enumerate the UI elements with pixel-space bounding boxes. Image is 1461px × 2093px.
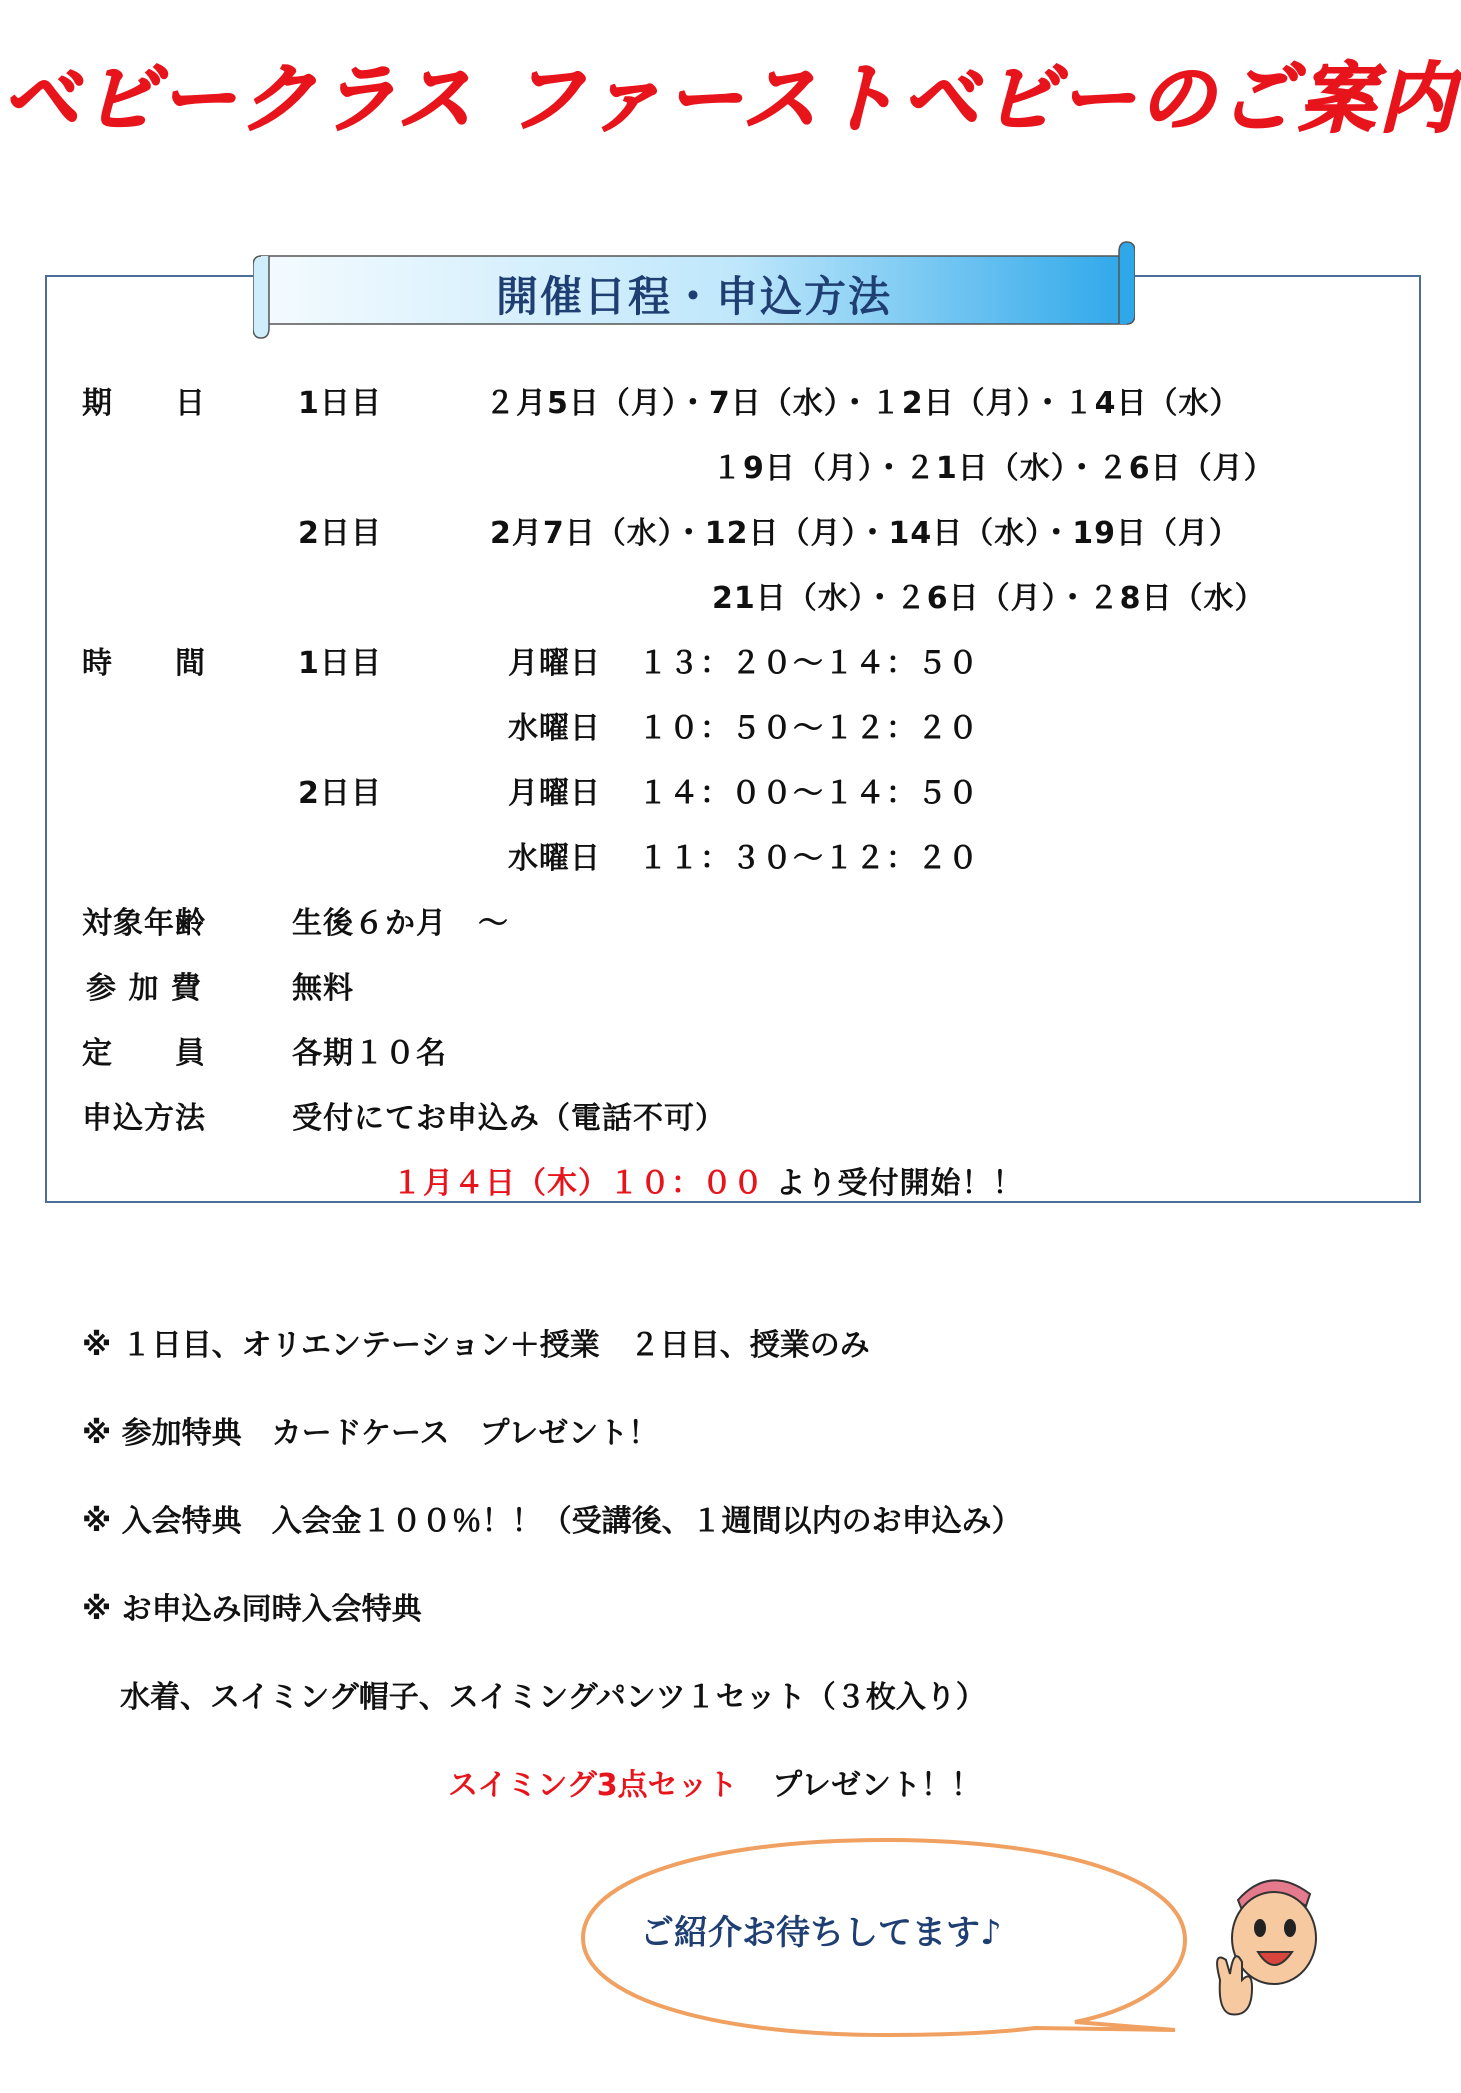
day1-dates-2: １9日（月）・２1日（水）・２6日（月） — [712, 451, 1275, 486]
apply-start-date: １月４日（木）１０：００ — [392, 1166, 764, 1201]
time-d1-wed-label: 水曜日 — [508, 711, 601, 746]
note-4: ※ お申込み同時入会特典 — [82, 1592, 422, 1627]
fee-value: 無料 — [292, 971, 354, 1006]
capacity-value: 各期１０名 — [292, 1036, 447, 1071]
note-2: ※ 参加特典 カードケース プレゼント！ — [82, 1416, 659, 1451]
time-label: 時 間 — [82, 646, 206, 681]
note-3: ※ 入会特典 入会金１００％！！（受講後、１週間以内のお申込み） — [82, 1504, 1022, 1539]
mascot-character-icon — [1200, 1860, 1340, 2040]
time-day1-label: 1日目 — [298, 646, 382, 681]
note-1: ※ １日目、オリエンテーション＋授業 ２日目、授業のみ — [82, 1328, 870, 1363]
section-heading: 開催日程・申込方法 — [495, 272, 892, 321]
capacity-label: 定 員 — [82, 1036, 206, 1071]
time-day2-label: 2日目 — [298, 776, 382, 811]
bubble-text: ご紹介お待ちしてます♪ — [640, 1913, 1002, 1953]
time-d1-mon: １３：２０～１４：５０ — [638, 646, 979, 681]
day1-dates-1: ２月5日（月）・7日（水）・１2日（月）・１4日（水） — [485, 386, 1241, 421]
page-title: ベビークラス ファーストベビーのご案内 — [2, 54, 1459, 143]
time-d1-mon-label: 月曜日 — [508, 646, 601, 681]
time-d2-mon: １４：００～１４：５０ — [638, 776, 979, 811]
note-4-highlight: スイミング3点セット — [448, 1768, 738, 1803]
age-label: 対象年齢 — [82, 906, 206, 941]
apply-start — [392, 1158, 1023, 1202]
age-value: 生後６か月 ～ — [292, 906, 509, 941]
note-4-detail: 水着、スイミング帽子、スイミングパンツ１セット（３枚入り） — [120, 1680, 986, 1715]
day1-label: 1日目 — [298, 386, 382, 421]
apply-label: 申込方法 — [82, 1101, 206, 1136]
time-d2-wed: １１：３０～１２：２０ — [638, 841, 979, 876]
apply-value: 受付にてお申込み（電話不可） — [292, 1101, 726, 1136]
note-4-present — [448, 1760, 981, 1804]
day2-label: 2日目 — [298, 516, 382, 551]
apply-start-suffix: より受付開始！！ — [775, 1166, 1024, 1201]
time-d2-mon-label: 月曜日 — [508, 776, 601, 811]
date-label: 期 日 — [82, 386, 206, 421]
day2-dates-1: 2月7日（水）・12日（月）・14日（水）・19日（月） — [490, 516, 1240, 551]
time-d1-wed: １０：５０～１２：２０ — [638, 711, 979, 746]
note-4-suffix: プレゼント！！ — [772, 1768, 981, 1803]
fee-label: 参 加 費 — [86, 971, 202, 1006]
time-d2-wed-label: 水曜日 — [508, 841, 601, 876]
day2-dates-2: 21日（水）・２6日（月）・２8日（水） — [712, 581, 1266, 616]
